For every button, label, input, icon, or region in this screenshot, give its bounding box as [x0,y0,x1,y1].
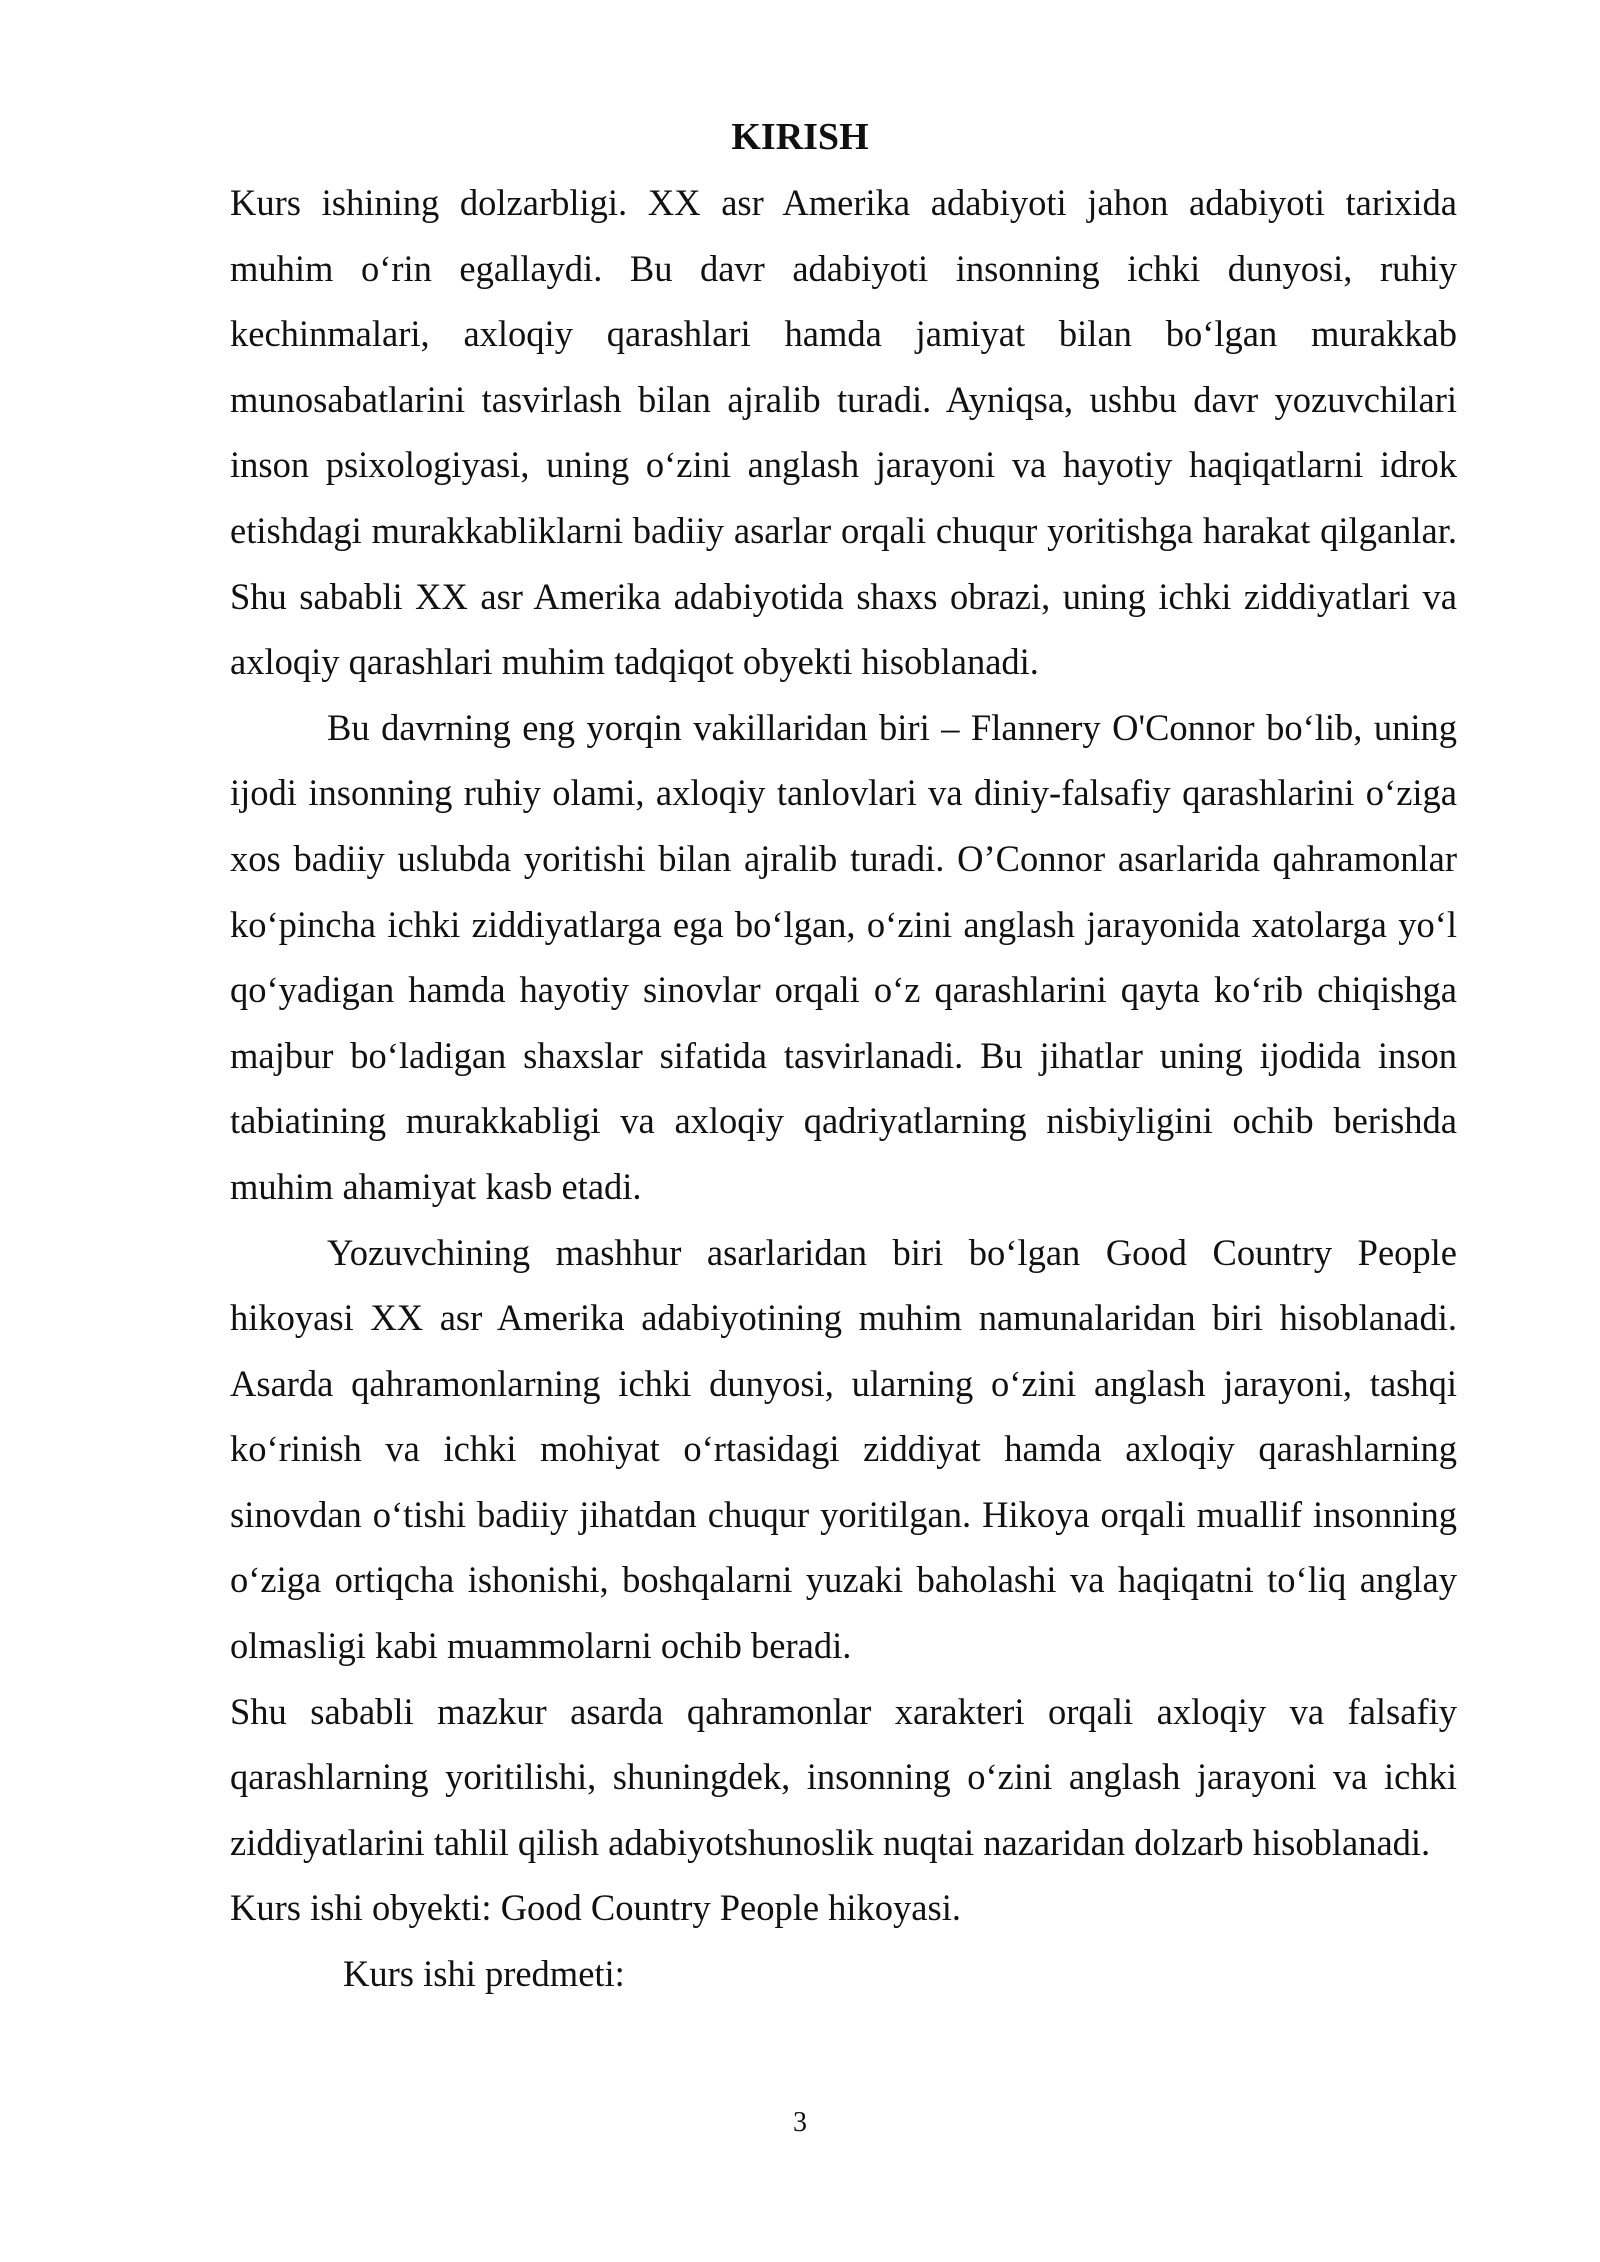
page-title: KIRISH [731,116,869,158]
paragraph-relevance: Kurs ishining dolzarbligi. XX asr Amerika adabiyoti jahon adabiyoti tarixida muhim oʻrin egallaydi. Bu davr adabiyoti insonning ichki dunyosi, ruhiy kechinmalari, axloqiy qarashlari hamda jamiyat bilan boʻlgan murakkab munosabatlarini tasvirlash bilan ajralib turadi. Ayniqsa, ushbu davr yozuvchilari inson psixologiyasi, uning oʻzini anglash jarayoni va hayotiy haqiqatlarni idrok etishdagi murakkabliklarni badiiy asarlar orqali chuqur yoritishga harakat qilganlar. Shu sababli XX asr Amerika adabiyotida shaxs obrazi, uning ichki ziddiyatlari va axloqiy qarashlari muhim tadqiqot obyekti hisoblanadi. [230,182,1457,683]
page-number: 3 [793,2107,807,2138]
paragraph-subject: Kurs ishi predmeti: [343,1953,625,1995]
paragraph-object: Kurs ishi obyekti: Good Country People hikoyasi. [230,1887,961,1929]
document-body [230,170,1457,2007]
paragraph-story: Yozuvchining mashhur asarlaridan biri boʻlgan Good Country People hikoyasi XX asr Amerika adabiyotining muhim namunalaridan biri hisoblanadi. Asarda qahramonlarning ichki dunyosi, ularning oʻzini anglash jarayoni, tashqi koʻrinish va ichki mohiyat oʻrtasidagi ziddiyat hamda axloqiy qarashlarning sinovdan oʻtishi badiiy jihatdan chuqur yoritilgan. Hikoya orqali muallif insonning oʻziga ortiqcha ishonishi, boshqalarni yuzaki baholashi va haqiqatni toʻliq anglay olmasligi kabi muammolarni ochib beradi. [230,1231,1457,1667]
paragraph-author: Bu davrning eng yorqin vakillaridan biri – Flannery O'Connor boʻlib, uning ijodi insonning ruhiy olami, axloqiy tanlovlari va diniy-falsafiy qarashlarini oʻziga xos badiiy uslubda yoritishi bilan ajralib turadi. O’Connor asarlarida qahramonlar koʻpincha ichki ziddiyatlarga ega boʻlgan, oʻzini anglash jarayonida xatolarga yoʻl qoʻyadigan hamda hayotiy sinovlar orqali oʻz qarashlarini qayta koʻrib chiqishga majbur boʻladigan shaxslar sifatida tasvirlanadi. Bu jihatlar uning ijodida inson tabiatining murakkabligi va axloqiy qadriyatlarning nisbiyligini ochib berishda muhim ahamiyat kasb etadi. [230,706,1457,1207]
paragraph-conclusion: Shu sababli mazkur asarda qahramonlar xarakteri orqali axloqiy va falsafiy qarashlarning yoritilishi, shuningdek, insonning oʻzini anglash jarayoni va ichki ziddiyatlarini tahlil qilish adabiyotshunoslik nuqtai nazaridan dolzarb hisoblanadi. [230,1690,1457,1863]
